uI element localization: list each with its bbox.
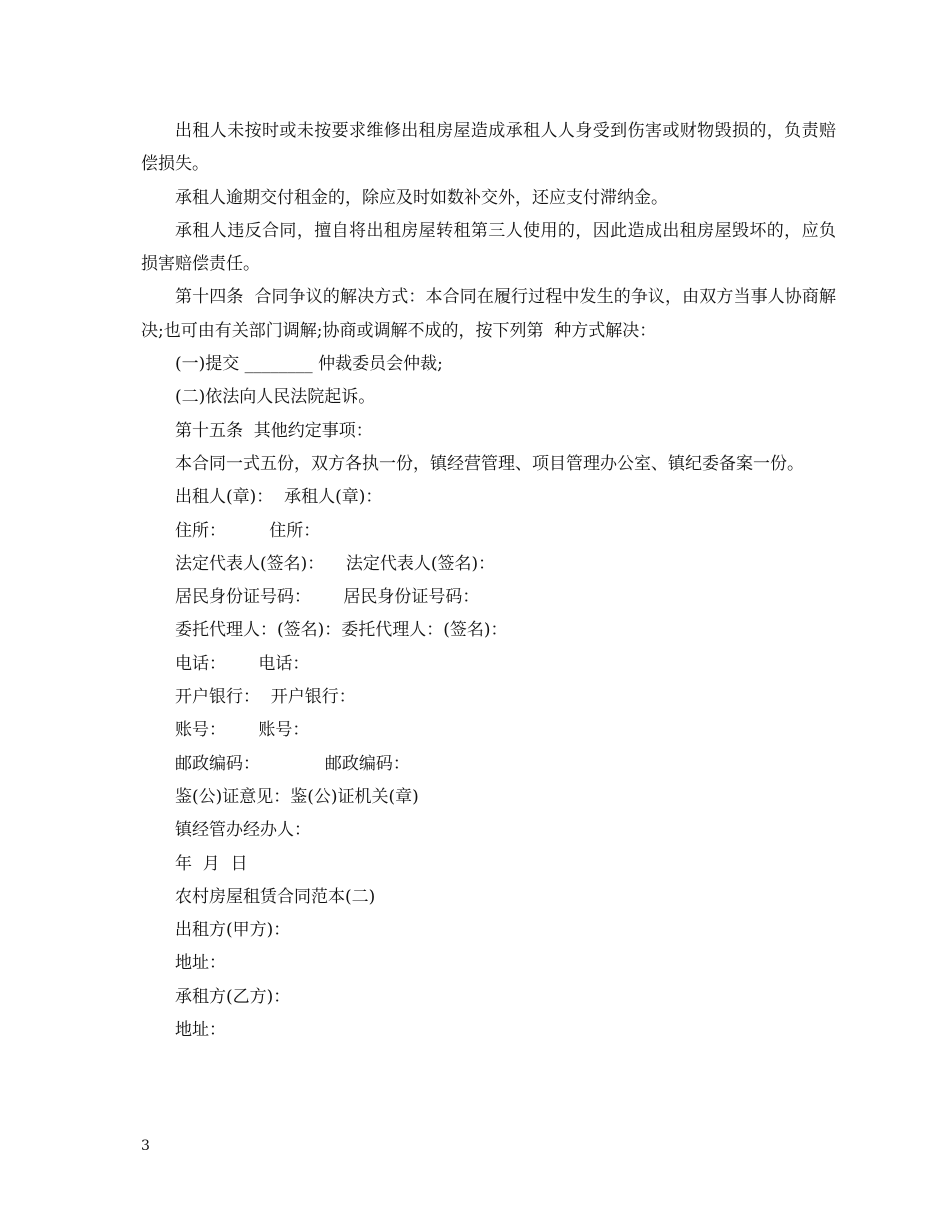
signature-line-postcode: 邮政编码： 邮政编码： xyxy=(175,753,410,774)
party-b-label: 承租方(乙方)： xyxy=(175,986,291,1007)
signature-line-id-number: 居民身份证号码： 居民身份证号码： xyxy=(175,587,480,608)
option-court: (二)依法向人民法院起诉。 xyxy=(175,387,376,408)
paragraph-late-rent: 承租人逾期交付租金的，除应及时如数补交外，还应支付滞纳金。 xyxy=(175,187,668,208)
signature-line-legal-rep: 法定代表人(签名)： 法定代表人(签名)： xyxy=(175,553,496,574)
article-15-other-terms: 第十五条 其他约定事项： xyxy=(175,420,373,441)
signature-line-bank: 开户银行： 开户银行： xyxy=(175,687,356,708)
signature-line-agent: 委托代理人：(签名)：委托代理人：(签名)： xyxy=(175,620,508,641)
party-a-address: 地址： xyxy=(175,953,226,974)
signature-line-phone: 电话： 电话： xyxy=(175,653,310,674)
option-arbitration: (一)提交 ________ 仲裁委员会仲裁; xyxy=(175,354,443,375)
section-title-template-2: 农村房屋租赁合同范本(二) xyxy=(175,886,376,907)
signature-line-address: 住所： 住所： xyxy=(175,520,321,541)
page-number: 3 xyxy=(141,1138,150,1154)
signature-line-officer: 镇经管办经办人： xyxy=(175,820,311,841)
paragraph-liability-repair: 出租人未按时或未按要求维修出租房屋造成承租人人身受到伤害或财物毁损的，负责赔偿损失。 xyxy=(141,121,836,175)
party-a-label: 出租方(甲方)： xyxy=(175,920,291,941)
signature-line-date: 年 月 日 xyxy=(175,853,248,874)
paragraph-copies: 本合同一式五份，双方各执一份，镇经营管理、项目管理办公室、镇纪委备案一份。 xyxy=(175,453,804,474)
signature-line-account: 账号： 账号： xyxy=(175,720,310,741)
signature-line-seal: 出租人(章)： 承租人(章)： xyxy=(175,487,383,508)
signature-line-notary: 鉴(公)证意见：鉴(公)证机关(章) xyxy=(175,786,419,807)
document-body xyxy=(141,115,836,1047)
paragraph-sublease-breach: 承租人违反合同，擅自将出租房屋转租第三人使用的，因此造成出租房屋毁坏的，应负损害赔偿责任。 xyxy=(141,220,836,275)
article-14-dispute-resolution: 第十四条 合同争议的解决方式：本合同在履行过程中发生的争议，由双方当事人协商解决;也可由有关部门调解;协商或调解不成的，按下列第 种方式解决： xyxy=(141,287,836,341)
party-b-address: 地址： xyxy=(175,1020,226,1041)
